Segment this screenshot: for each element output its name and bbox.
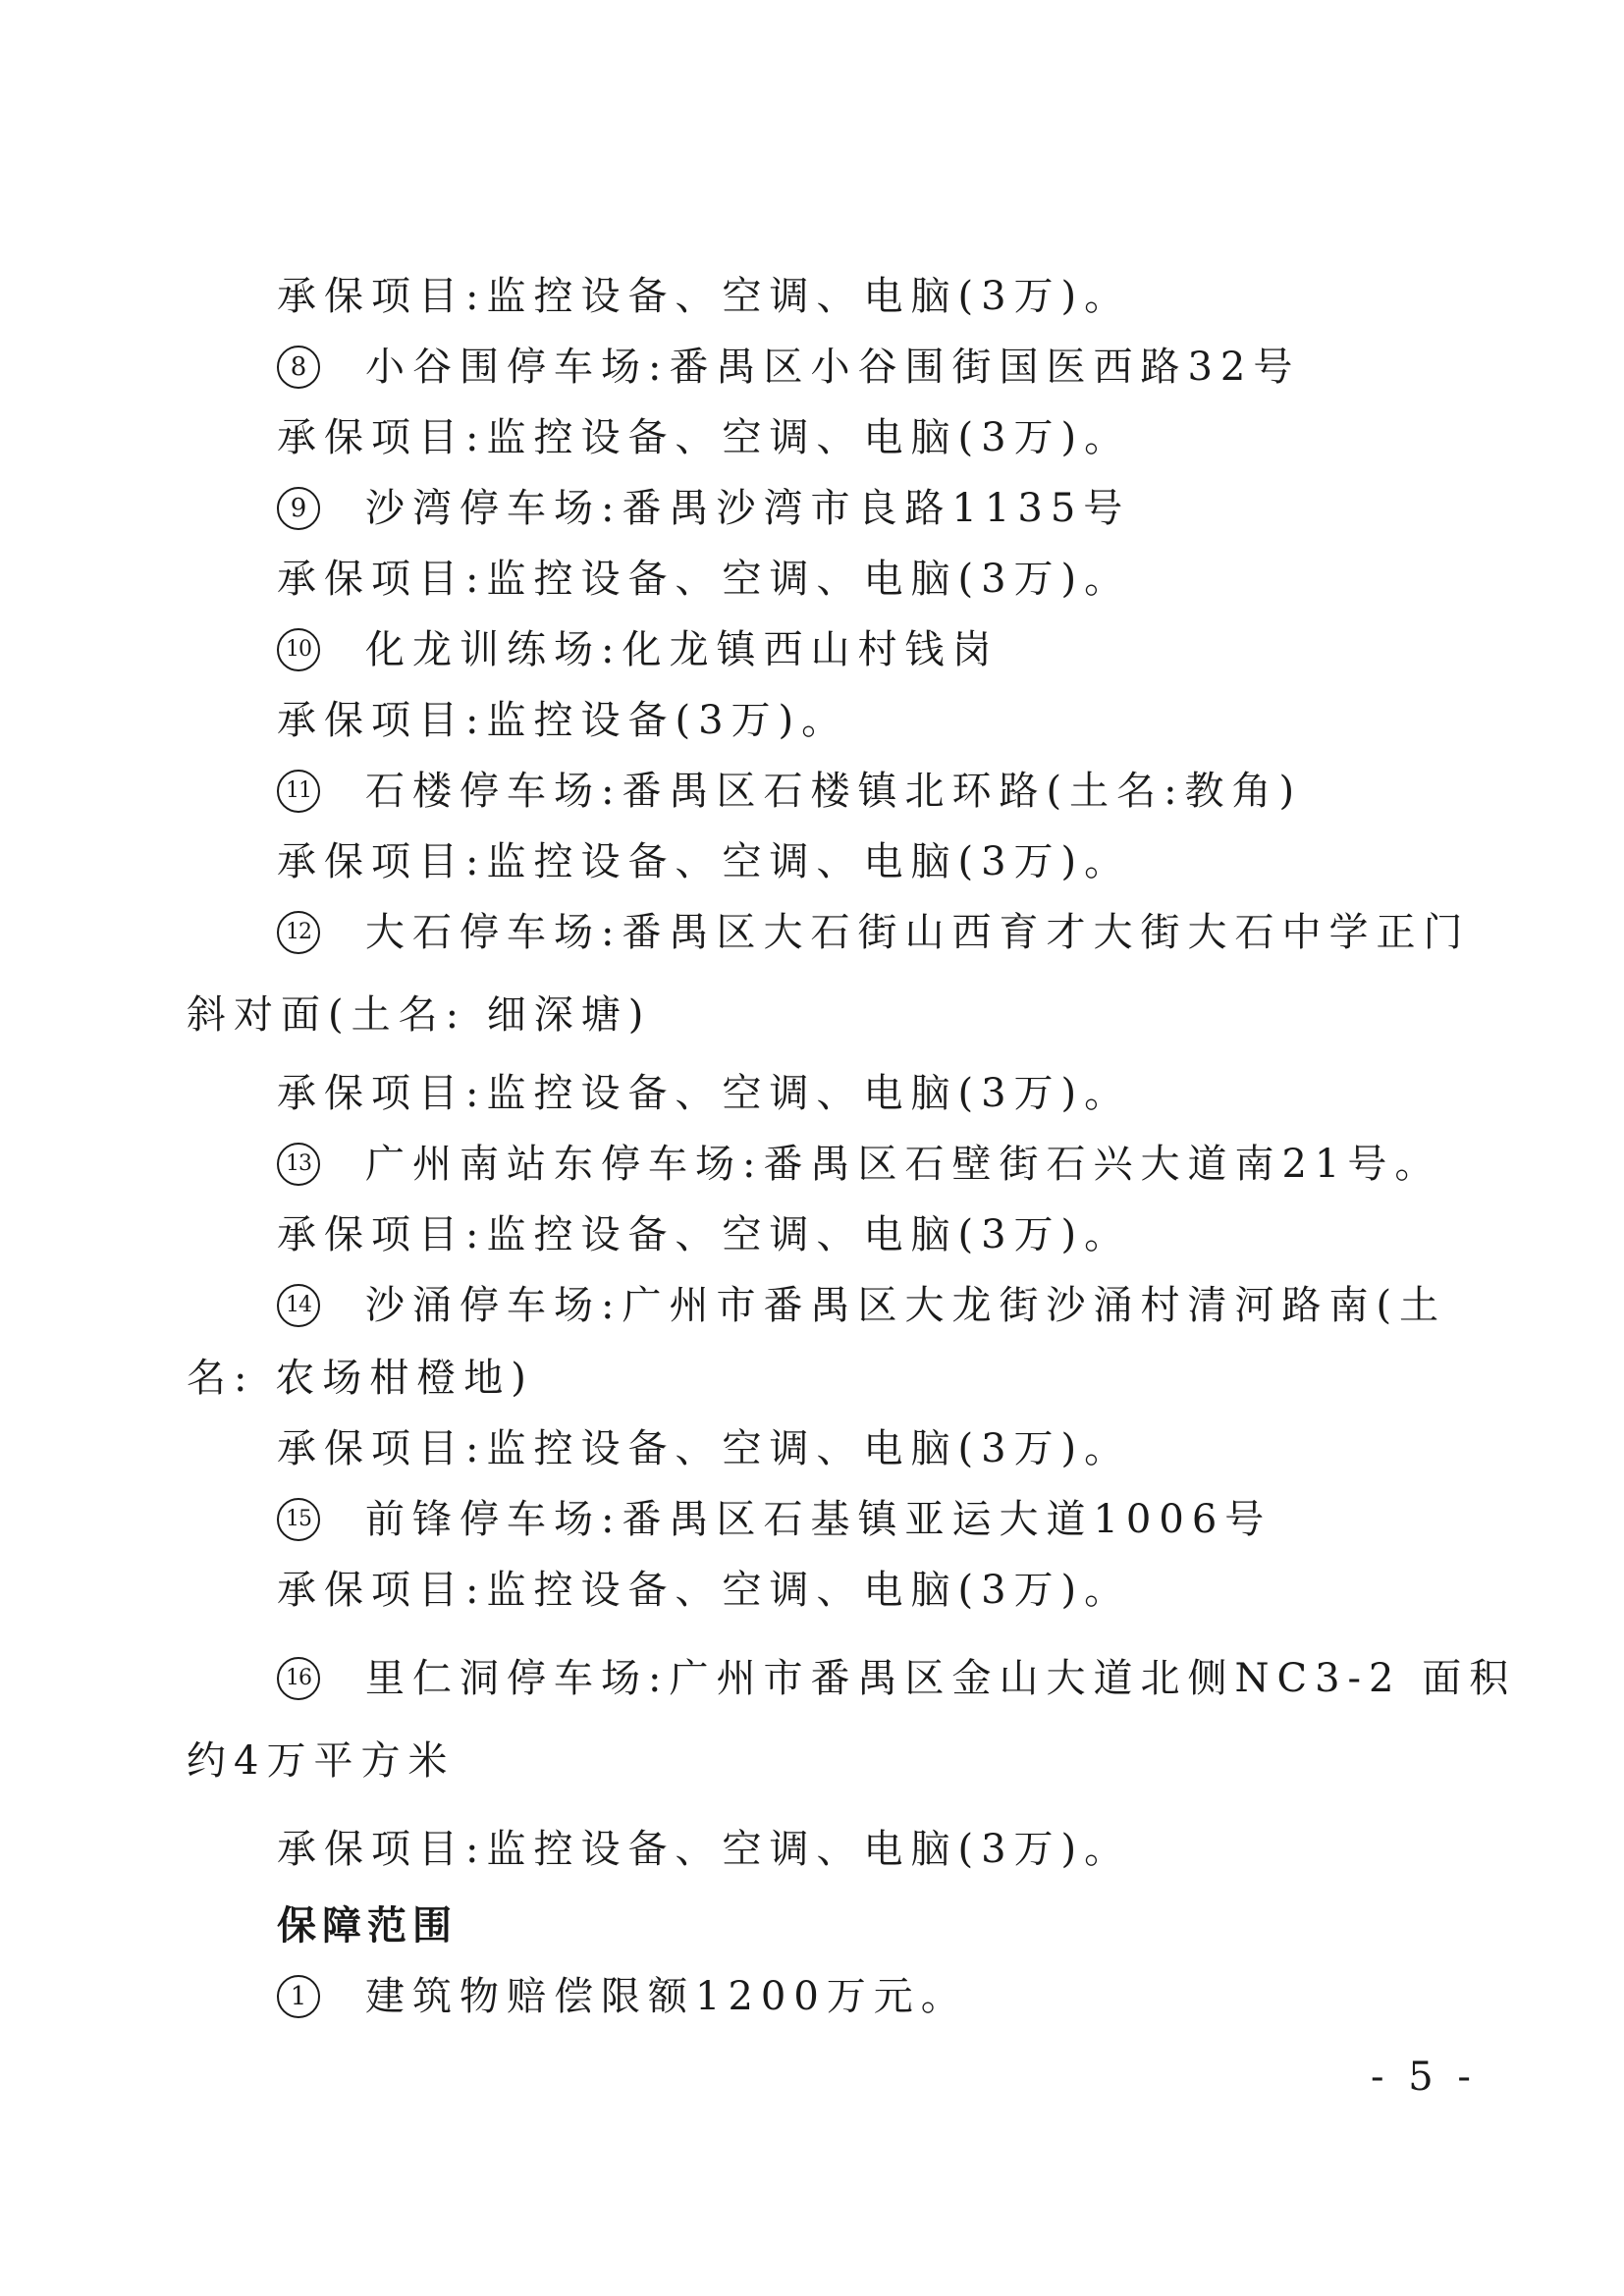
page-number: - 5 - (1371, 2055, 1477, 2100)
line-text: 大石停车场:番禺区大石街山西育才大街大石中学正门 (365, 910, 1471, 955)
section-heading: 保障范围 (277, 1903, 458, 1949)
line-text: 约4万平方米 (187, 1738, 456, 1784)
line-text: 沙涌停车场:广州市番禺区大龙街沙涌村清河路南(土 (365, 1283, 1447, 1328)
list-item (277, 1973, 968, 2021)
line-text: 承保项目:监控设备、空调、电脑(3万)。 (277, 1426, 1132, 1471)
list-item (277, 344, 1300, 392)
line-text: 承保项目:监控设备、空调、电脑(3万)。 (277, 415, 1132, 460)
circled-number-11: 11 (277, 770, 320, 813)
line-text: 化龙训练场:化龙镇西山村钱岗 (365, 627, 1000, 672)
continuation-line (187, 1737, 455, 1785)
list-item (277, 1496, 1272, 1544)
list-item (277, 1141, 1441, 1189)
line-text: 里仁洞停车场:广州市番禺区金山大道北侧NC3-2 面积 (365, 1656, 1517, 1701)
coverage-line (277, 1211, 1131, 1258)
list-item (277, 485, 1130, 533)
line-text: 前锋停车场:番禺区石基镇亚运大道1006号 (365, 1497, 1272, 1542)
coverage-line (277, 697, 848, 744)
coverage-line (277, 414, 1131, 461)
line-text: 承保项目:监控设备、空调、电脑(3万)。 (277, 1212, 1132, 1257)
list-item (277, 909, 1470, 957)
list-item (277, 626, 999, 674)
line-text: 小谷围停车场:番禺区小谷围街国医西路32号 (365, 345, 1301, 390)
circled-number-8: 8 (277, 346, 320, 389)
line-text: 承保项目:监控设备、空调、电脑(3万)。 (277, 1071, 1132, 1116)
continuation-line (187, 1355, 534, 1402)
list-item (277, 1655, 1516, 1703)
circled-number-16: 16 (277, 1657, 320, 1700)
circled-number-10: 10 (277, 628, 320, 671)
line-text: 斜对面(土名: 细深塘) (187, 992, 652, 1038)
coverage-line (277, 1070, 1131, 1117)
line-text: 承保项目:监控设备、空调、电脑(3万)。 (277, 557, 1132, 602)
list-item (277, 768, 1302, 816)
line-text: 承保项目:监控设备、空调、电脑(3万)。 (277, 274, 1132, 319)
line-text: 沙湾停车场:番禺沙湾市良路1135号 (365, 486, 1131, 531)
coverage-line (277, 1826, 1131, 1873)
line-text: 石楼停车场:番禺区石楼镇北环路(土名:教角) (365, 769, 1303, 814)
circled-number-9: 9 (277, 487, 320, 530)
line-text: 承保项目:监控设备、空调、电脑(3万)。 (277, 1827, 1132, 1872)
list-item (277, 1282, 1446, 1330)
circled-number-12: 12 (277, 911, 320, 954)
circled-number-15: 15 (277, 1498, 320, 1541)
coverage-line (277, 838, 1131, 885)
line-text: 承保项目:监控设备(3万)。 (277, 698, 849, 743)
coverage-line (277, 273, 1131, 320)
circled-number-1: 1 (277, 1975, 320, 2018)
line-text: 名: 农场柑橙地) (187, 1356, 534, 1401)
circled-number-14: 14 (277, 1284, 320, 1327)
line-text: 承保项目:监控设备、空调、电脑(3万)。 (277, 839, 1132, 884)
continuation-line (187, 991, 651, 1039)
line-text: 广州南站东停车场:番禺区石壁街石兴大道南21号。 (365, 1142, 1442, 1187)
circled-number-13: 13 (277, 1143, 320, 1186)
line-text: 建筑物赔偿限额1200万元。 (365, 1974, 968, 2019)
coverage-line (277, 1425, 1131, 1472)
coverage-line (277, 556, 1131, 603)
coverage-line (277, 1567, 1131, 1614)
line-text: 承保项目:监控设备、空调、电脑(3万)。 (277, 1568, 1132, 1613)
